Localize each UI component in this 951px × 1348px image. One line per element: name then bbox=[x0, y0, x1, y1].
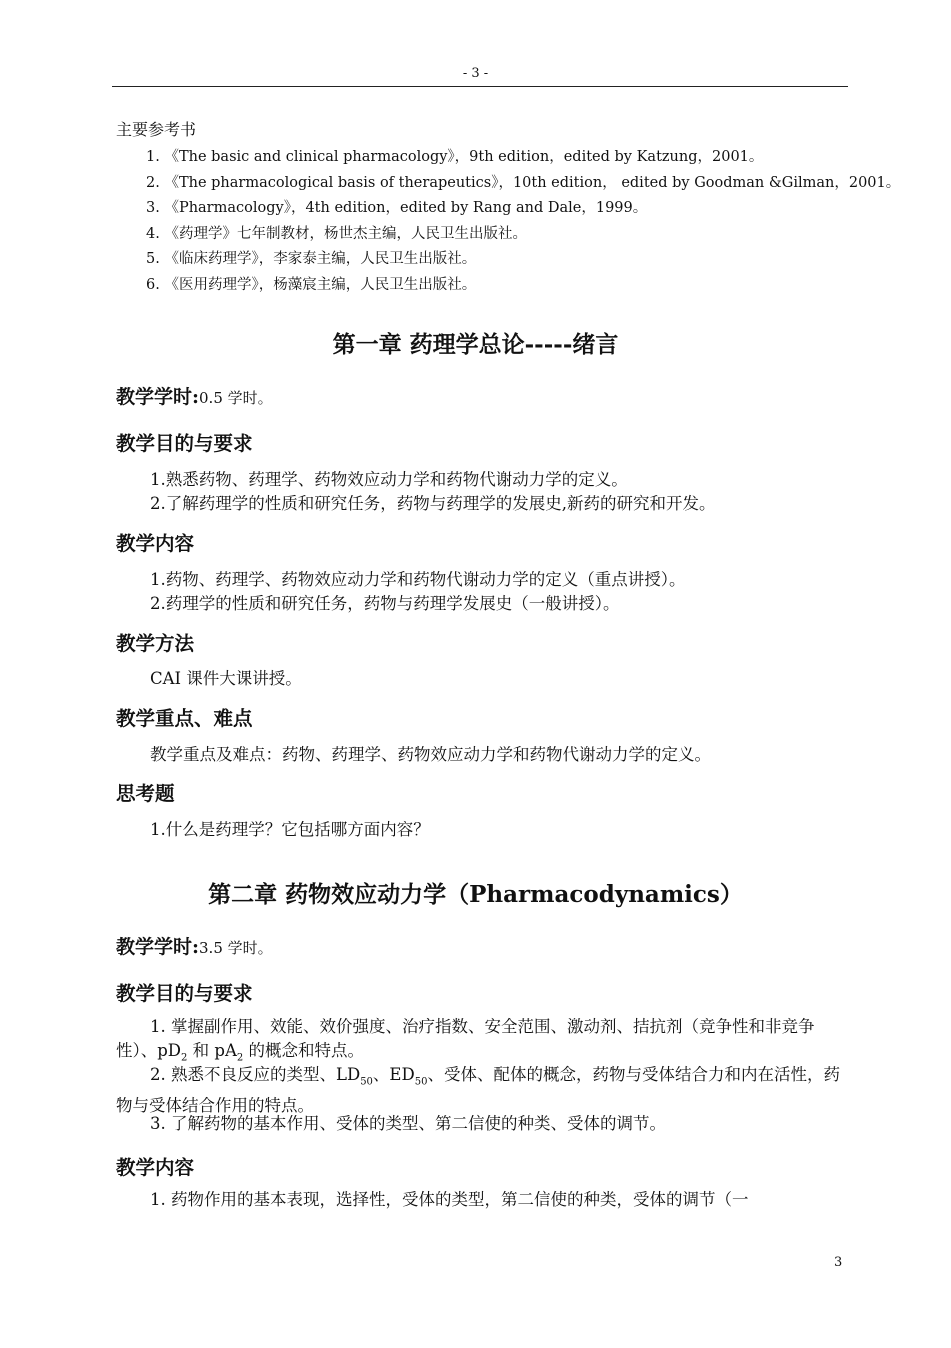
references-list bbox=[146, 145, 900, 298]
chapter2-goals-title: 教学目的与要求 bbox=[116, 982, 253, 1005]
references-title: 主要参考书 bbox=[116, 120, 197, 139]
reference-item: 2. 《The pharmacological basis of therapeutics》，10th edition， edited by Goodman &Gilman，2001。 bbox=[146, 174, 901, 191]
reference-item: 1. 《The basic and clinical pharmacology》，9th edition，edited by Katzung，2001。 bbox=[146, 149, 764, 165]
chapter2-title: 第二章 药物效应动力学（Pharmacodynamics） bbox=[208, 881, 743, 908]
chapter1-goal-item: 2.了解药理学的性质和研究任务，药物与药理学的发展史,新药的研究和开发。 bbox=[150, 494, 716, 513]
reference-item: 5. 《临床药理学》，李家泰主编，人民卫生出版社。 bbox=[146, 251, 477, 267]
header-rule bbox=[112, 86, 848, 87]
chapter2-goal-1: 1. 掌握副作用、效能、效价强度、治疗指数、安全范围、激动剂、拮抗剂（竞争性和非竞争性）、$pD_2$ 和 $pA_2$ 的概念和特点。 bbox=[116, 1017, 815, 1064]
chapter1-method-title: 教学方法 bbox=[116, 632, 195, 655]
reference-item: 3. 《Pharmacology》，4th edition，edited by Rang and Dale，1999。 bbox=[146, 200, 648, 216]
footer-page-number: 3 bbox=[834, 1255, 843, 1270]
chapter1-questions-title: 思考题 bbox=[116, 782, 175, 805]
chapter1-content-item: 1.药物、药理学、药物效应动力学和药物代谢动力学的定义（重点讲授）。 bbox=[150, 570, 686, 589]
hours-value: 3.5 学时。 bbox=[199, 939, 273, 957]
chapter1-keypoints-title: 教学重点、难点 bbox=[116, 707, 253, 730]
chapter2-content-item: 1. 药物作用的基本表现，选择性，受体的类型，第二信使的种类，受体的调节（一 bbox=[150, 1190, 749, 1209]
chapter2-content-title: 教学内容 bbox=[116, 1156, 195, 1179]
chapter1-hours bbox=[116, 382, 273, 409]
chapter1-title: 第一章 药理学总论-----绪言 bbox=[332, 331, 619, 358]
hours-value: 0.5 学时。 bbox=[199, 389, 273, 407]
chapter2-hours bbox=[116, 932, 273, 959]
chapter2-goal-2: 2. 熟悉不良反应的类型、$LD_{50}$、$ED_{50}$、受体、配体的概念，药物与受体结合力和内在活性，药物与受体结合作用的特点。 bbox=[116, 1065, 840, 1116]
chapter1-goal-item: 1.熟悉药物、药理学、药物效应动力学和药物代谢动力学的定义。 bbox=[150, 470, 628, 489]
chapter2-goal-3: 3. 了解药物的基本作用、受体的类型、第二信使的种类、受体的调节。 bbox=[150, 1114, 666, 1133]
reference-item: 6. 《医用药理学》，杨藻宸主编，人民卫生出版社。 bbox=[146, 276, 477, 293]
chapter1-content-item: 2.药理学的性质和研究任务，药物与药理学发展史（一般讲授）。 bbox=[150, 594, 620, 613]
chapter1-question-item: 1.什么是药理学？它包括哪方面内容？ bbox=[150, 820, 430, 839]
hours-label: 教学学时: bbox=[116, 936, 200, 958]
chapter1-goals-title: 教学目的与要求 bbox=[116, 432, 253, 455]
reference-item: 4. 《药理学》七年制教材，杨世杰主编，人民卫生出版社。 bbox=[146, 225, 527, 242]
chapter1-content-title: 教学内容 bbox=[116, 532, 195, 555]
chapter1-keypoints-text: 教学重点及难点：药物、药理学、药物效应动力学和药物代谢动力学的定义。 bbox=[150, 745, 711, 764]
hours-label: 教学学时: bbox=[116, 386, 200, 408]
header-page-number: - 3 - bbox=[462, 66, 489, 81]
chapter1-method-text: CAI 课件大课讲授。 bbox=[150, 669, 302, 688]
